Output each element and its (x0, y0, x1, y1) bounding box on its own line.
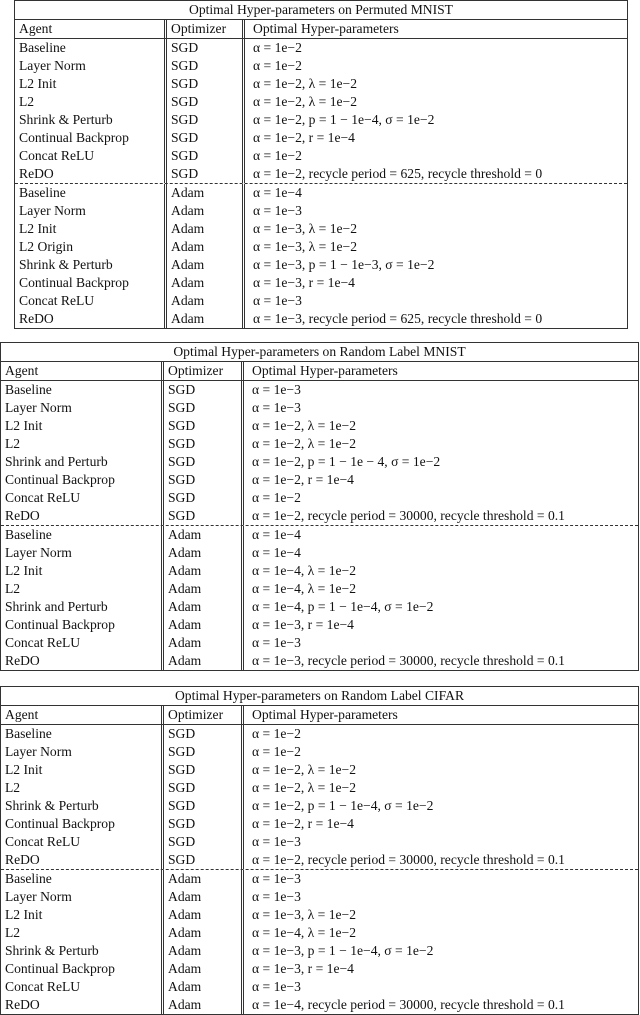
hyperparameters-cell: α = 1e−2 (252, 726, 301, 741)
optimizer-cell: SGD (164, 453, 244, 471)
agent-cell: L2 Init (1, 761, 164, 779)
hyperparameters-cell: α = 1e−3 (253, 203, 302, 218)
table-row (1, 453, 638, 471)
agent-cell: L2 (15, 93, 167, 111)
hyperparameters-cell: α = 1e−2, p = 1 − 1e−4, σ = 1e−2 (252, 798, 434, 813)
agent-cell: ReDO (1, 507, 164, 525)
table-row (1, 888, 638, 906)
table-row (1, 471, 638, 489)
optimizer-cell: SGD (164, 815, 244, 833)
table-row (1, 435, 638, 453)
optimizer-cell: Adam (164, 924, 244, 942)
agent-cell: ReDO (1, 851, 164, 869)
hyperparameters-cell: α = 1e−3, recycle period = 625, recycle threshold = 0 (253, 311, 543, 326)
hyperparameters-cell: α = 1e−2, λ = 1e−2 (252, 436, 357, 451)
agent-cell: Layer Norm (1, 888, 164, 906)
agent-cell: Concat ReLU (1, 978, 164, 996)
hyperparameters-cell: α = 1e−2 (253, 148, 302, 163)
table-row (1, 489, 638, 507)
table-row (15, 75, 627, 93)
hyperparameters-cell: α = 1e−4, λ = 1e−2 (252, 563, 357, 578)
table-row (15, 310, 627, 328)
agent-cell: Baseline (1, 526, 164, 544)
hyperparameters-cell: Optimal Hyper-parameters (252, 363, 398, 378)
optimizer-cell: Adam (167, 238, 245, 256)
hyperparameters-cell: α = 1e−3, r = 1e−4 (253, 275, 355, 290)
optimizer-cell: Adam (167, 202, 245, 220)
optimizer-cell: SGD (164, 851, 244, 869)
agent-cell: Continual Backprop (1, 960, 164, 978)
table-row (1, 399, 638, 417)
table-header-row (15, 20, 627, 39)
agent-cell: Continual Backprop (1, 815, 164, 833)
table-row (1, 960, 638, 978)
agent-cell: Shrink & Perturb (1, 942, 164, 960)
table-row (15, 147, 627, 165)
table-row (1, 525, 638, 544)
table-row (1, 797, 638, 815)
table-row (15, 111, 627, 129)
optimizer-cell: Adam (164, 960, 244, 978)
optimizer-cell: SGD (167, 165, 245, 183)
agent-cell: L2 Init (1, 906, 164, 924)
hyperparameters-cell: α = 1e−2, r = 1e−4 (252, 472, 354, 487)
agent-cell: Agent (15, 20, 167, 38)
table-row (1, 725, 638, 743)
optimizer-cell: Adam (164, 906, 244, 924)
table-row (1, 869, 638, 888)
hyperparameters-cell: α = 1e−3, recycle period = 30000, recycle threshold = 0.1 (252, 653, 565, 668)
table-row (1, 417, 638, 435)
optimizer-cell: SGD (164, 725, 244, 743)
optimizer-cell: SGD (167, 93, 245, 111)
table-row (15, 129, 627, 147)
optimizer-cell: SGD (164, 489, 244, 507)
hyperparameters-cell: α = 1e−2, r = 1e−4 (252, 816, 354, 831)
hyperparameters-cell: α = 1e−3 (252, 382, 301, 397)
agent-cell: ReDO (15, 310, 167, 328)
agent-cell: Concat ReLU (15, 147, 167, 165)
optimizer-cell: Adam (164, 996, 244, 1014)
table-row (15, 202, 627, 220)
table-header-row (1, 706, 638, 725)
table-row (15, 256, 627, 274)
agent-cell: Baseline (1, 381, 164, 399)
hyperparameters-cell: α = 1e−2, p = 1 − 1e − 4, σ = 1e−2 (252, 454, 441, 469)
table-row (1, 833, 638, 851)
agent-cell: L2 Init (1, 562, 164, 580)
optimizer-cell: Optimizer (164, 706, 244, 724)
agent-cell: Continual Backprop (15, 129, 167, 147)
optimizer-cell: SGD (164, 507, 244, 525)
table-row (15, 220, 627, 238)
table-row (1, 996, 638, 1014)
agent-cell: Concat ReLU (1, 489, 164, 507)
hyperparameters-cell: α = 1e−4 (253, 185, 302, 200)
optimizer-cell: SGD (164, 471, 244, 489)
optimizer-cell: SGD (167, 147, 245, 165)
optimizer-cell: SGD (167, 75, 245, 93)
agent-cell: Concat ReLU (1, 833, 164, 851)
hyperparameters-cell: α = 1e−3 (252, 889, 301, 904)
agent-cell: ReDO (1, 996, 164, 1014)
agent-cell: Shrink and Perturb (1, 598, 164, 616)
agent-cell: Layer Norm (1, 544, 164, 562)
table-row (1, 616, 638, 634)
hyperparameters-cell: α = 1e−3 (252, 635, 301, 650)
optimizer-cell: Adam (167, 220, 245, 238)
table-row (15, 165, 627, 183)
hyperparameters-cell: Optimal Hyper-parameters (252, 707, 398, 722)
table-row (1, 942, 638, 960)
agent-cell: Layer Norm (15, 57, 167, 75)
agent-cell: Agent (1, 706, 164, 724)
agent-cell: L2 Init (15, 75, 167, 93)
agent-cell: Baseline (1, 870, 164, 888)
hyperparameters-cell: α = 1e−4, λ = 1e−2 (252, 925, 357, 940)
optimizer-cell: Adam (167, 256, 245, 274)
optimizer-cell: SGD (164, 779, 244, 797)
table-row (1, 851, 638, 869)
table-random-label-mnist (0, 342, 639, 671)
optimizer-cell: Adam (164, 526, 244, 544)
table-permuted-mnist (14, 0, 628, 329)
optimizer-cell: Adam (164, 870, 244, 888)
hyperparameters-cell: α = 1e−2, p = 1 − 1e−4, σ = 1e−2 (253, 112, 435, 127)
hyperparameters-cell: α = 1e−4 (252, 545, 301, 560)
optimizer-cell: SGD (164, 797, 244, 815)
agent-cell: Shrink & Perturb (1, 797, 164, 815)
table-row (1, 815, 638, 833)
hyperparameters-cell: α = 1e−4, recycle period = 30000, recycle threshold = 0.1 (252, 997, 565, 1012)
hyperparameters-cell: α = 1e−2 (253, 58, 302, 73)
table-row (1, 507, 638, 525)
agent-cell: Shrink & Perturb (15, 111, 167, 129)
hyperparameters-cell: α = 1e−3, λ = 1e−2 (253, 221, 358, 236)
hyperparameters-cell: α = 1e−4, p = 1 − 1e−4, σ = 1e−2 (252, 599, 434, 614)
hyperparameters-cell: α = 1e−2, recycle period = 30000, recycle threshold = 0.1 (252, 508, 565, 523)
hyperparameters-cell: α = 1e−3, λ = 1e−2 (252, 907, 357, 922)
table-row (1, 743, 638, 761)
table-row (15, 93, 627, 111)
hyperparameters-cell: α = 1e−3 (252, 400, 301, 415)
agent-cell: Baseline (15, 184, 167, 202)
hyperparameters-cell: α = 1e−3, p = 1 − 1e−3, σ = 1e−2 (253, 257, 435, 272)
hyperparameters-cell: α = 1e−2 (252, 744, 301, 759)
optimizer-cell: SGD (164, 399, 244, 417)
hyperparameters-cell: α = 1e−3 (253, 293, 302, 308)
table-row (15, 238, 627, 256)
hyperparameters-cell: α = 1e−2 (252, 490, 301, 505)
table-row (15, 57, 627, 75)
optimizer-cell: Optimizer (164, 362, 244, 380)
optimizer-cell: Adam (167, 292, 245, 310)
optimizer-cell: SGD (164, 435, 244, 453)
table-row (1, 634, 638, 652)
agent-cell: Agent (1, 362, 164, 380)
agent-cell: Layer Norm (1, 743, 164, 761)
optimizer-cell: SGD (164, 761, 244, 779)
agent-cell: Shrink and Perturb (1, 453, 164, 471)
table-row (15, 274, 627, 292)
table-row (1, 924, 638, 942)
table-title: Optimal Hyper-parameters on Random Label MNIST (1, 343, 638, 362)
table-row (15, 183, 627, 202)
agent-cell: L2 Origin (15, 238, 167, 256)
optimizer-cell: Adam (164, 544, 244, 562)
hyperparameters-cell: α = 1e−4, λ = 1e−2 (252, 581, 357, 596)
optimizer-cell: SGD (167, 39, 245, 57)
agent-cell: L2 (1, 779, 164, 797)
agent-cell: Baseline (1, 725, 164, 743)
table-row (1, 978, 638, 996)
optimizer-cell: Adam (164, 616, 244, 634)
optimizer-cell: Adam (167, 274, 245, 292)
hyperparameters-cell: α = 1e−4 (252, 527, 301, 542)
hyperparameters-cell: α = 1e−3 (252, 834, 301, 849)
optimizer-cell: SGD (167, 57, 245, 75)
agent-cell: ReDO (15, 165, 167, 183)
optimizer-cell: Adam (164, 580, 244, 598)
table-row (1, 652, 638, 670)
optimizer-cell: SGD (164, 833, 244, 851)
optimizer-cell: Adam (164, 562, 244, 580)
optimizer-cell: Adam (164, 634, 244, 652)
hyperparameters-cell: α = 1e−2, λ = 1e−2 (252, 418, 357, 433)
agent-cell: Shrink & Perturb (15, 256, 167, 274)
optimizer-cell: Adam (164, 598, 244, 616)
optimizer-cell: Optimizer (167, 20, 245, 38)
table-row (1, 598, 638, 616)
hyperparameters-cell: α = 1e−2, recycle period = 625, recycle threshold = 0 (253, 166, 543, 181)
agent-cell: Concat ReLU (1, 634, 164, 652)
agent-cell: L2 (1, 580, 164, 598)
agent-cell: L2 Init (1, 417, 164, 435)
hyperparameters-cell: Optimal Hyper-parameters (253, 21, 399, 36)
agent-cell: Baseline (15, 39, 167, 57)
hyperparameters-cell: α = 1e−2, λ = 1e−2 (252, 762, 357, 777)
optimizer-cell: SGD (167, 129, 245, 147)
hyperparameters-cell: α = 1e−3 (252, 979, 301, 994)
agent-cell: Continual Backprop (15, 274, 167, 292)
table-row (15, 39, 627, 57)
optimizer-cell: Adam (164, 652, 244, 670)
hyperparameters-cell: α = 1e−2, λ = 1e−2 (253, 94, 358, 109)
table-row (1, 779, 638, 797)
agent-cell: Continual Backprop (1, 471, 164, 489)
optimizer-cell: Adam (164, 978, 244, 996)
table-row (1, 544, 638, 562)
agent-cell: Layer Norm (1, 399, 164, 417)
table-title: Optimal Hyper-parameters on Random Label CIFAR (1, 687, 638, 706)
table-row (1, 381, 638, 399)
optimizer-cell: SGD (164, 381, 244, 399)
agent-cell: Layer Norm (15, 202, 167, 220)
table-title: Optimal Hyper-parameters on Permuted MNIST (15, 1, 627, 20)
hyperparameters-cell: α = 1e−2, recycle period = 30000, recycle threshold = 0.1 (252, 852, 565, 867)
hyperparameters-cell: α = 1e−3, r = 1e−4 (252, 617, 354, 632)
agent-cell: Continual Backprop (1, 616, 164, 634)
optimizer-cell: SGD (164, 417, 244, 435)
table-row (15, 292, 627, 310)
hyperparameters-cell: α = 1e−2, λ = 1e−2 (252, 780, 357, 795)
hyperparameters-cell: α = 1e−3, p = 1 − 1e−4, σ = 1e−2 (252, 943, 434, 958)
optimizer-cell: SGD (164, 743, 244, 761)
table-row (1, 906, 638, 924)
optimizer-cell: Adam (167, 184, 245, 202)
optimizer-cell: Adam (167, 310, 245, 328)
agent-cell: L2 (1, 924, 164, 942)
agent-cell: L2 Init (15, 220, 167, 238)
optimizer-cell: Adam (164, 888, 244, 906)
hyperparameters-cell: α = 1e−3, r = 1e−4 (252, 961, 354, 976)
agent-cell: ReDO (1, 652, 164, 670)
hyperparameters-cell: α = 1e−2, λ = 1e−2 (253, 76, 358, 91)
table-row (1, 562, 638, 580)
table-random-label-cifar (0, 686, 639, 1015)
optimizer-cell: Adam (164, 942, 244, 960)
optimizer-cell: SGD (167, 111, 245, 129)
table-header-row (1, 362, 638, 381)
hyperparameters-cell: α = 1e−2, r = 1e−4 (253, 130, 355, 145)
hyperparameters-cell: α = 1e−2 (253, 40, 302, 55)
hyperparameters-cell: α = 1e−3, λ = 1e−2 (253, 239, 358, 254)
hyperparameters-cell: α = 1e−3 (252, 871, 301, 886)
agent-cell: L2 (1, 435, 164, 453)
table-row (1, 580, 638, 598)
agent-cell: Concat ReLU (15, 292, 167, 310)
table-row (1, 761, 638, 779)
